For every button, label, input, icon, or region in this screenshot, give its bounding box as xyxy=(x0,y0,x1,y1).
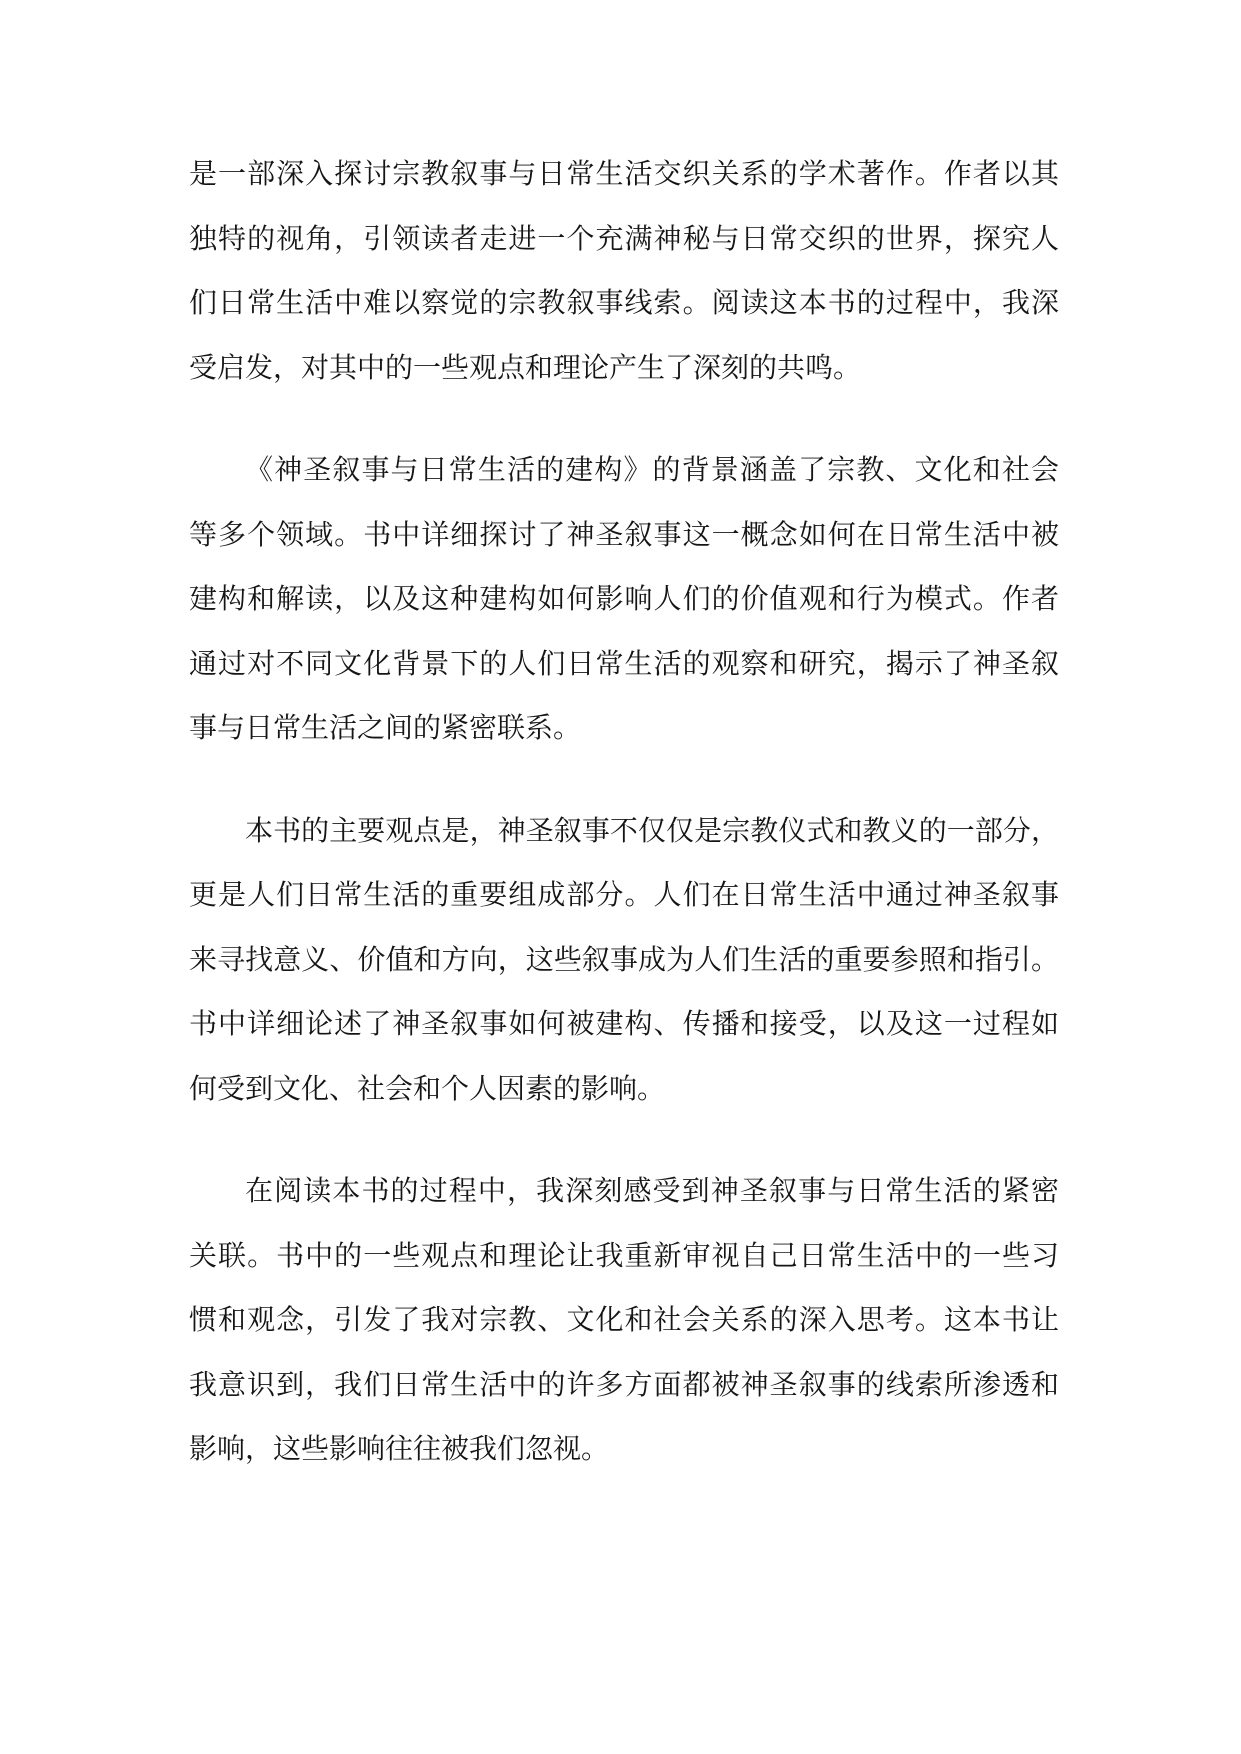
text-line: 独特的视角，引领读者走进一个充满神秘与日常交织的世界，探究人 xyxy=(189,221,1059,255)
text-line: 我意识到，我们日常生活中的许多方面都被神圣叙事的线索所渗透和 xyxy=(189,1367,1059,1401)
text-line: 关联。书中的一些观点和理论让我重新审视自己日常生活中的一些习 xyxy=(189,1238,1059,1272)
text-line: 是一部深入探讨宗教叙事与日常生活交织关系的学术著作。作者以其 xyxy=(189,157,1059,190)
text-line: 更是人们日常生活的重要组成部分。人们在日常生活中通过神圣叙事 xyxy=(189,878,1059,911)
text-line: 《神圣叙事与日常生活的建构》的背景涵盖了宗教、文化和社会 xyxy=(245,453,1059,486)
paragraph-3 xyxy=(189,799,1059,1122)
text-line: 书中详细论述了神圣叙事如何被建构、传播和接受，以及这一过程如 xyxy=(189,1007,1059,1040)
text-line: 受启发，对其中的一些观点和理论产生了深刻的共鸣。 xyxy=(189,350,862,384)
text-line: 何受到文化、社会和个人因素的影响。 xyxy=(189,1071,666,1105)
text-line: 们日常生活中难以察觉的宗教叙事线索。阅读这本书的过程中，我深 xyxy=(189,286,1059,319)
text-line: 事与日常生活之间的紧密联系。 xyxy=(189,711,582,744)
text-line: 建构和解读，以及这种建构如何影响人们的价值观和行为模式。作者 xyxy=(189,582,1059,615)
text-line: 来寻找意义、价值和方向，这些叙事成为人们生活的重要参照和指引。 xyxy=(189,942,1059,976)
text-line: 等多个领域。书中详细探讨了神圣叙事这一概念如何在日常生活中被 xyxy=(189,517,1059,551)
text-line: 影响，这些影响往往被我们忽视。 xyxy=(189,1432,610,1465)
paragraph-4 xyxy=(189,1159,1059,1482)
paragraph-1 xyxy=(189,142,1059,400)
text-line: 在阅读本书的过程中，我深刻感受到神圣叙事与日常生活的紧密 xyxy=(245,1174,1059,1207)
text-line: 惯和观念，引发了我对宗教、文化和社会关系的深入思考。这本书让 xyxy=(189,1303,1059,1336)
text-line: 本书的主要观点是，神圣叙事不仅仅是宗教仪式和教义的一部分， xyxy=(245,813,1059,847)
text-line: 通过对不同文化背景下的人们日常生活的观察和研究，揭示了神圣叙 xyxy=(189,646,1059,680)
paragraph-2 xyxy=(189,438,1059,761)
